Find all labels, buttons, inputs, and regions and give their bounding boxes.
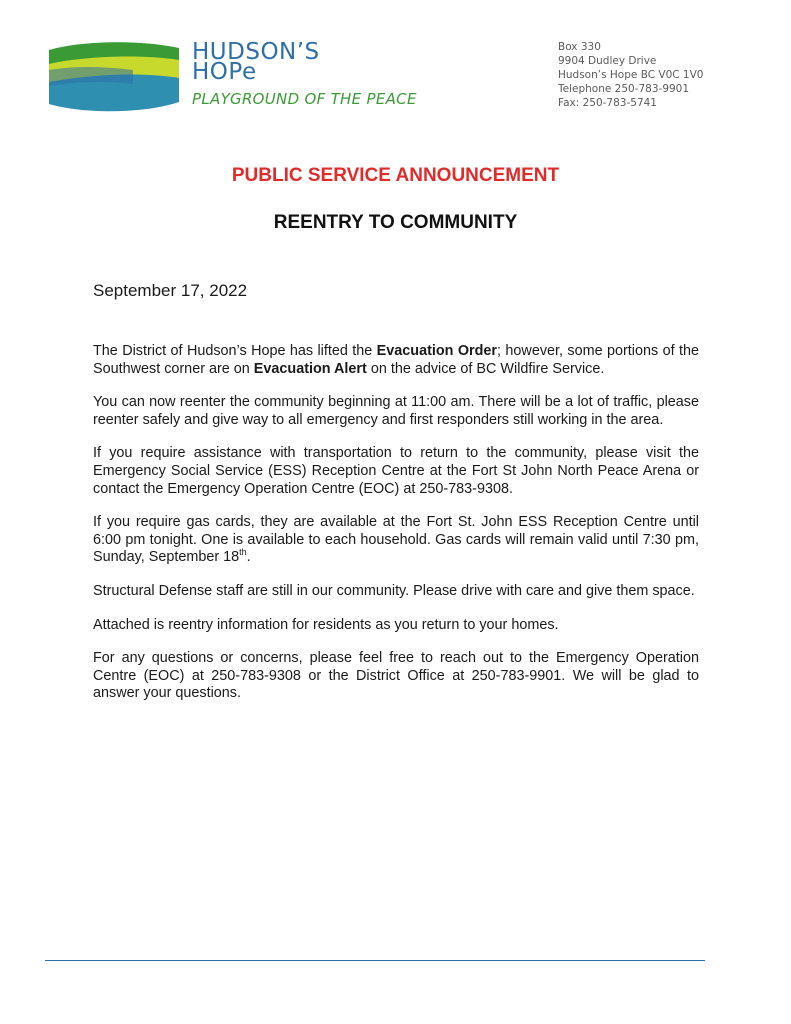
text: on the advice of BC Wildfire Service. [366,360,605,377]
announcement-title: REENTRY TO COMMUNITY [273,212,518,233]
paragraph-contact: For any questions or concerns, please feel free to reach out to the Emergency Operation Centre (EOC) at 250-783-9308 or the District Office at 250-783-9901. We will be glad to answer your questions. [93,650,699,702]
paragraph-transportation: If you require assistance with transportation to return to the community, please visit the Emergency Social Service (ESS) Reception Centre at the Fort St John North Peace Arena or contact the Emergency Operation Centre (EOC) at 250-783-9308. [93,445,699,497]
announcement-date: September 17, 2022 [93,281,248,300]
hudsons-hope-logo-icon [43,40,183,114]
text: ; however, some portions of the Southwest corner are on [93,343,699,377]
address-block [558,40,703,110]
paragraph-evacuation-status [93,343,699,378]
address-line: Hudson’s Hope BC V0C 1V0 [558,69,704,81]
address-line: Telephone 250-783-9901 [558,83,690,95]
evacuation-alert-text: Evacuation Alert [253,360,367,377]
ordinal-suffix: th [239,547,247,558]
text: If you require gas cards, they are available at the Fort St. John ESS Reception Centre until 6:00 pm tonight. One is available to each household. Gas cards will remain valid until 7:30 pm, Sunday, September 18 [93,514,699,566]
announcement-heading: PUBLIC SERVICE ANNOUNCEMENT [231,165,560,186]
paragraph-gas-cards [93,514,699,567]
logo-line-1: HUDSON’S [192,39,320,65]
text: The District of Hudson’s Hope has lifted the [93,343,377,359]
paragraph-reentry: You can now reenter the community beginning at 11:00 am. There will be a lot of traffic, please reenter safely and give way to all emergency and first responders still working in the area. [93,394,699,428]
logo-tagline: PLAYGROUND OF THE PEACE [192,90,417,108]
paragraph-structural-defense: Structural Defense staff are still in our community. Please drive with care and give them space. [93,582,695,599]
announcement-body [93,343,699,719]
logo-line-2: HOPe [192,59,257,85]
address-line: Fax: 250-783-5741 [558,97,657,109]
text: . [246,549,251,566]
footer-divider [45,960,705,961]
address-line: 9904 Dudley Drive [558,55,657,67]
evacuation-order-text: Evacuation Order [376,343,498,359]
logo-wordmark [192,39,320,85]
paragraph-attached-info: Attached is reentry information for residents as you return to your homes. [93,616,559,633]
address-line: Box 330 [558,41,601,53]
